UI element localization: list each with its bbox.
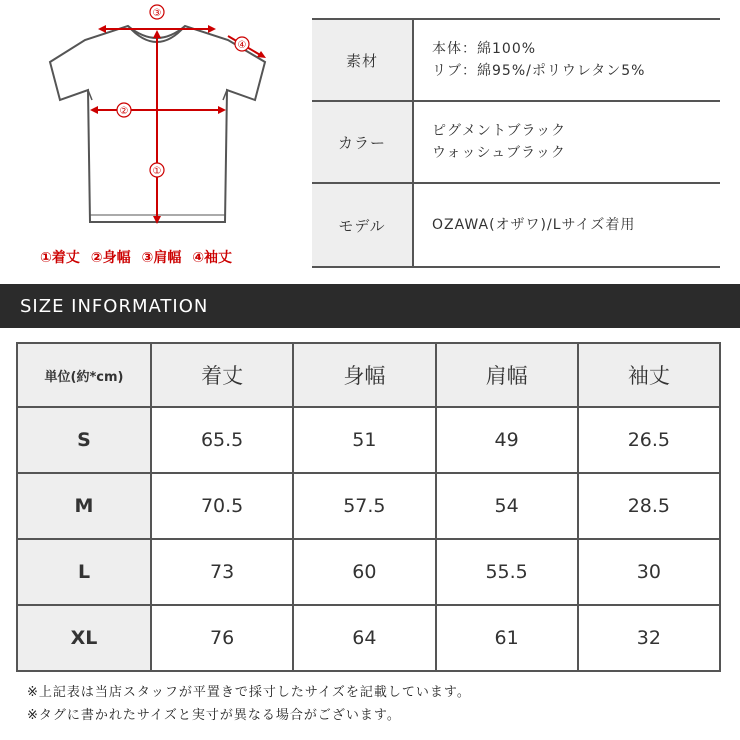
header-shoulder-width: 肩幅	[436, 343, 578, 407]
banner-title: SIZE INFORMATION	[20, 295, 209, 317]
table-cell: 55.5	[436, 539, 578, 605]
marker-3: ③	[152, 8, 162, 19]
spec-label-color: カラー	[312, 102, 414, 182]
table-cell: 49	[436, 407, 578, 473]
header-chest-width: 身幅	[293, 343, 435, 407]
legend-chest-width: ②身幅	[90, 250, 131, 266]
table-cell: 54	[436, 473, 578, 539]
table-row	[17, 605, 720, 671]
table-cell: 32	[578, 605, 720, 671]
legend-body-length: ①着丈	[40, 250, 80, 266]
spec-material-line-1: 本体：綿100%	[432, 41, 537, 57]
table-row	[17, 473, 720, 539]
spec-label-material: 素材	[312, 20, 414, 100]
table-row	[17, 407, 720, 473]
table-cell: 30	[578, 539, 720, 605]
marker-1: ①	[152, 166, 162, 177]
table-cell: 76	[151, 605, 293, 671]
product-spec-table	[312, 18, 720, 268]
spec-value-color	[414, 102, 720, 182]
size-notes	[27, 681, 471, 727]
note-line-2: ※タグに書かれたサイズと実寸が異なる場合がございます。	[27, 708, 401, 723]
marker-4: ④	[237, 40, 247, 51]
header-body-length: 着丈	[151, 343, 293, 407]
size-label: S	[17, 407, 151, 473]
legend-shoulder-width: ③肩幅	[141, 250, 182, 266]
spec-row-color	[312, 102, 720, 184]
header-sleeve-length: 袖丈	[578, 343, 720, 407]
table-cell: 64	[293, 605, 435, 671]
table-cell: 57.5	[293, 473, 435, 539]
marker-2: ②	[119, 106, 129, 117]
table-cell: 28.5	[578, 473, 720, 539]
table-cell: 70.5	[151, 473, 293, 539]
spec-color-line-2: ウォッシュブラック	[432, 145, 566, 161]
table-cell: 73	[151, 539, 293, 605]
size-label: XL	[17, 605, 151, 671]
spec-model-line-1: OZAWA(オザワ)/Lサイズ着用	[432, 217, 636, 233]
spec-value-model	[414, 184, 720, 266]
table-cell: 26.5	[578, 407, 720, 473]
header-unit: 単位(約*cm)	[17, 343, 151, 407]
spec-label-model: モデル	[312, 184, 414, 266]
size-table	[16, 342, 721, 672]
spec-material-line-2: リブ：綿95%/ポリウレタン5%	[432, 63, 646, 79]
note-line-1: ※上記表は当店スタッフが平置きで採寸したサイズを記載しています。	[27, 685, 471, 700]
size-table-header-row	[17, 343, 720, 407]
table-row	[17, 539, 720, 605]
size-information-banner	[0, 284, 740, 328]
spec-row-material	[312, 20, 720, 102]
table-cell: 61	[436, 605, 578, 671]
tshirt-measurement-diagram	[30, 0, 290, 275]
table-cell: 51	[293, 407, 435, 473]
table-cell: 65.5	[151, 407, 293, 473]
measurement-legend	[40, 247, 280, 267]
table-cell: 60	[293, 539, 435, 605]
spec-color-line-1: ピグメントブラック	[432, 123, 567, 139]
spec-row-model	[312, 184, 720, 268]
spec-value-material	[414, 20, 720, 100]
legend-sleeve-length: ④袖丈	[192, 250, 233, 266]
size-label: L	[17, 539, 151, 605]
size-label: M	[17, 473, 151, 539]
